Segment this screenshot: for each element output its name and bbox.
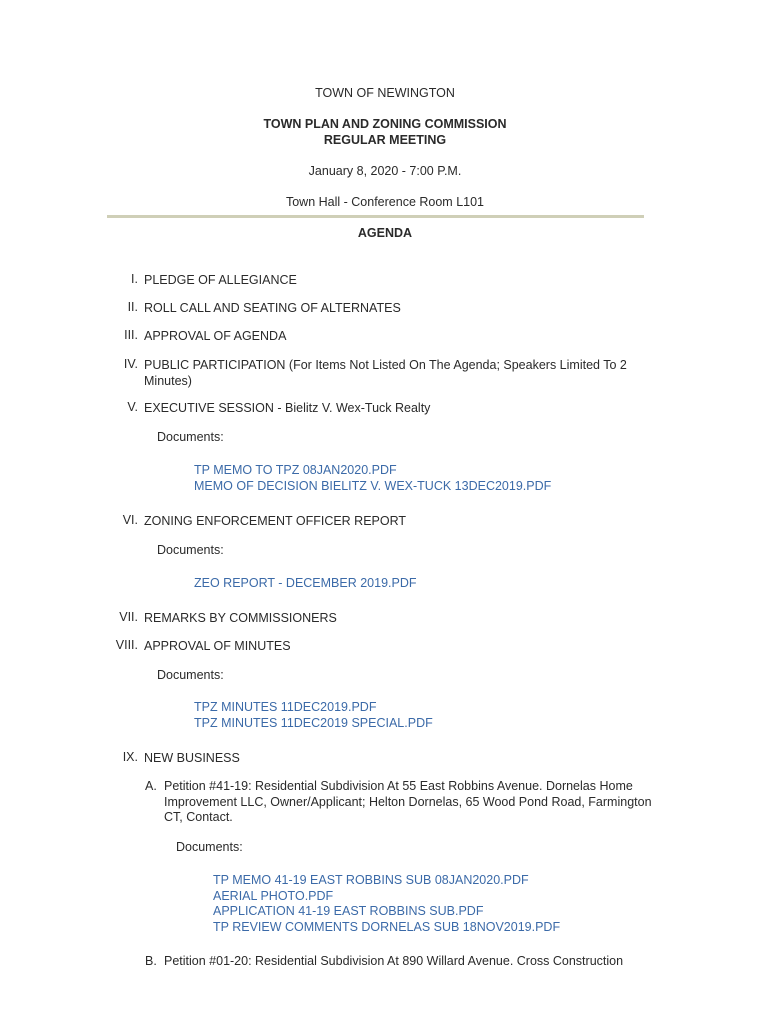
document-link[interactable]: TP MEMO TO TPZ 08JAN2020.PDF bbox=[194, 463, 397, 477]
documents-list-viii bbox=[194, 700, 433, 731]
document-link[interactable]: TPZ MINUTES 11DEC2019.PDF bbox=[194, 700, 377, 714]
town-name: TOWN OF NEWINGTON bbox=[315, 86, 455, 100]
item-number: IX. bbox=[122, 750, 138, 764]
documents-list-ix-a bbox=[213, 873, 560, 935]
item-text: NEW BUSINESS bbox=[144, 751, 240, 765]
document-link[interactable]: TP REVIEW COMMENTS DORNELAS SUB 18NOV2019.PDF bbox=[213, 919, 561, 934]
item-number: I. bbox=[131, 272, 138, 286]
item-number: VIII. bbox=[115, 638, 138, 652]
item-number: II. bbox=[127, 300, 138, 314]
document-link[interactable]: TPZ MINUTES 11DEC2019 SPECIAL.PDF bbox=[194, 715, 433, 730]
sub-item-letter: B. bbox=[145, 954, 157, 968]
document-link[interactable]: TP MEMO 41-19 EAST ROBBINS SUB 08JAN2020.PDF bbox=[213, 873, 529, 887]
documents-label: Documents: bbox=[157, 430, 224, 444]
item-number: III. bbox=[124, 328, 138, 342]
sub-item-text: Petition #01-20: Residential Subdivision At 890 Willard Avenue. Cross Construction bbox=[164, 954, 624, 968]
item-number: VI. bbox=[122, 513, 138, 527]
document-link[interactable]: MEMO OF DECISION BIELITZ V. WEX-TUCK 13DEC2019.PDF bbox=[194, 478, 552, 493]
meeting-type: REGULAR MEETING bbox=[323, 133, 447, 147]
meeting-location: Town Hall - Conference Room L101 bbox=[285, 195, 485, 209]
item-text: PLEDGE OF ALLEGIANCE bbox=[144, 273, 297, 287]
item-number: V. bbox=[127, 400, 138, 414]
item-text: ZONING ENFORCEMENT OFFICER REPORT bbox=[144, 514, 407, 528]
commission-title: TOWN PLAN AND ZONING COMMISSION bbox=[263, 117, 507, 131]
sub-item-letter: A. bbox=[145, 779, 157, 793]
item-number: IV. bbox=[123, 357, 138, 371]
documents-list-v bbox=[194, 463, 551, 494]
item-text: EXECUTIVE SESSION - Bielitz V. Wex-Tuck Realty bbox=[144, 401, 431, 415]
documents-label: Documents: bbox=[157, 668, 224, 682]
documents-label: Documents: bbox=[176, 840, 243, 854]
header-divider bbox=[107, 215, 644, 218]
item-number: VII. bbox=[119, 610, 138, 624]
item-text: APPROVAL OF AGENDA bbox=[144, 329, 287, 343]
documents-list-vi bbox=[194, 576, 417, 592]
document-link[interactable]: AERIAL PHOTO.PDF bbox=[213, 888, 334, 903]
item-text: ROLL CALL AND SEATING OF ALTERNATES bbox=[144, 301, 401, 315]
document-link[interactable]: APPLICATION 41-19 EAST ROBBINS SUB.PDF bbox=[213, 904, 484, 918]
item-text: REMARKS BY COMMISSIONERS bbox=[144, 611, 337, 625]
documents-label: Documents: bbox=[157, 543, 224, 557]
document-link[interactable]: ZEO REPORT - DECEMBER 2019.PDF bbox=[194, 576, 417, 590]
item-text: PUBLIC PARTICIPATION (For Items Not Listed On The Agenda; Speakers Limited To 2 Minutes) bbox=[144, 358, 627, 388]
sub-item-text: Petition #41-19: Residential Subdivision At 55 East Robbins Avenue. Dornelas Home Improvement LLC, Owner/Applicant; Helton Dornelas, 65 Wood Pond Road, Farmington CT, Contact. bbox=[164, 779, 652, 824]
agenda-heading: AGENDA bbox=[357, 226, 413, 240]
meeting-date: January 8, 2020 - 7:00 P.M. bbox=[308, 164, 462, 178]
item-text: APPROVAL OF MINUTES bbox=[144, 639, 291, 653]
